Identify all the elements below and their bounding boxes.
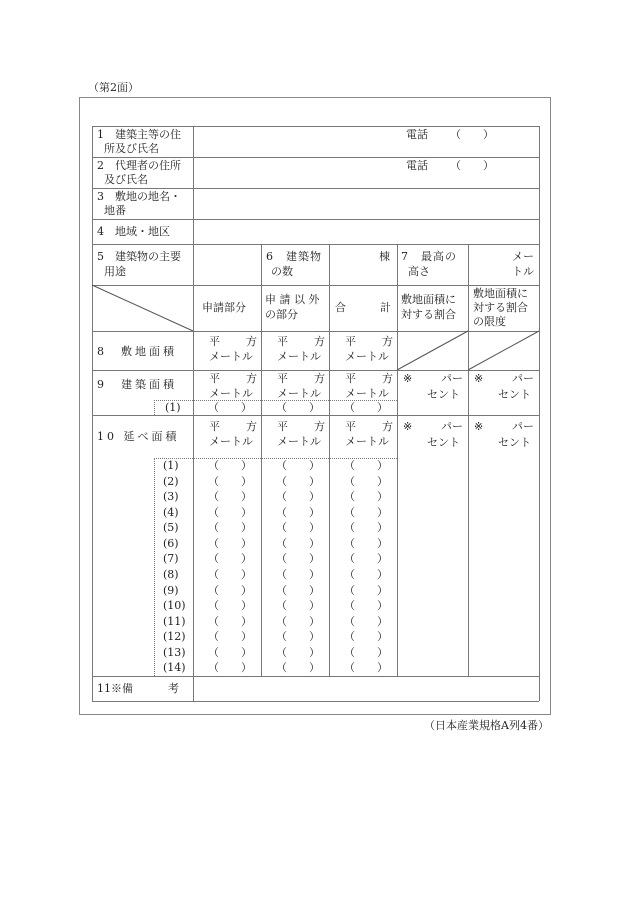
r10-sub-paren-11-0: （ ） (208, 630, 252, 643)
footer-standard: （日本産業規格A列4番） (424, 719, 549, 732)
r5-label-1: 5 建築物の主要 (97, 250, 181, 263)
r8-sqm-b-0: 方 (246, 335, 257, 348)
col-ratio-2: 対する割合 (401, 308, 456, 321)
r8-sqm-a-0: 平 (209, 335, 220, 348)
r10-sqm-c-2: メートル (345, 435, 389, 448)
r10-sub-label-0: (1) (163, 459, 179, 472)
col-other-2: の部分 (265, 308, 298, 321)
r10-sub-paren-0-2: （ ） (344, 459, 388, 472)
r10-sub-paren-7-1: （ ） (276, 568, 320, 581)
r8-sqm-a-1: 平 (277, 335, 288, 348)
r5-label-2: 用途 (104, 265, 126, 278)
r6-label-1: 6 建築物 (266, 250, 322, 263)
r10-pct-mark-0: ※ (403, 420, 413, 433)
r9-pct-mark-1: ※ (474, 372, 484, 385)
r10-sqm-b-0: 方 (246, 420, 257, 433)
r9-sqm-c-2: メートル (345, 387, 389, 400)
r10-sub-paren-8-2: （ ） (344, 584, 388, 597)
r10-sub-label-11: (12) (163, 630, 186, 643)
r7-label-1: 7 最高の (401, 250, 457, 263)
r10-sqm-c-0: メートル (209, 435, 253, 448)
r7-label-2: 高さ (408, 265, 430, 278)
r1-input[interactable] (194, 127, 538, 156)
r10-sub-paren-2-0: （ ） (208, 490, 252, 503)
r4-input[interactable] (194, 220, 538, 243)
r7-unit-2: トル (512, 265, 534, 278)
r8-sqm-b-2: 方 (382, 335, 393, 348)
r10-sub-paren-6-2: （ ） (344, 552, 388, 565)
r10-sub-label-1: (2) (163, 475, 179, 488)
r9-sqm-b-1: 方 (314, 372, 325, 385)
r10-sub-paren-11-1: （ ） (276, 630, 320, 643)
r9-label: 9 建築面積 (97, 378, 177, 391)
r1-label-2: 所及び氏名 (104, 142, 159, 155)
r9-sub-paren-1: （ ） (276, 401, 320, 414)
r10-sub-paren-0-0: （ ） (208, 459, 252, 472)
r10-sqm-b-2: 方 (382, 420, 393, 433)
col-ratio-1: 敷地面積に (401, 293, 456, 306)
r10-sub-paren-11-2: （ ） (344, 630, 388, 643)
r8-sqm-c-2: メートル (345, 350, 389, 363)
r10-sub-label-12: (13) (163, 646, 186, 659)
col-limit-1: 敷地面積に (473, 287, 528, 300)
r3-label-1: 3 敷地の地名・ (97, 190, 181, 203)
r10-sub-paren-5-1: （ ） (276, 537, 320, 550)
r11-label-b: 考 (168, 682, 179, 695)
r11-remarks-input[interactable] (194, 677, 538, 700)
r10-sub-paren-1-2: （ ） (344, 475, 388, 488)
r10-sub-paren-12-1: （ ） (276, 646, 320, 659)
r9-sqm-b-2: 方 (382, 372, 393, 385)
ratio-diagonal (397, 331, 468, 370)
r10-sub-paren-1-1: （ ） (276, 475, 320, 488)
r10-sub-paren-7-0: （ ） (208, 568, 252, 581)
r10-sub-paren-12-2: （ ） (344, 646, 388, 659)
r10-sub-label-2: (3) (163, 490, 179, 503)
r10-sub-paren-12-0: （ ） (208, 646, 252, 659)
r2-input[interactable] (194, 158, 538, 187)
r8-sqm-c-1: メートル (277, 350, 321, 363)
r10-sqm-a-2: 平 (345, 420, 356, 433)
r10-sub-label-9: (10) (163, 599, 186, 612)
r9-sqm-c-1: メートル (277, 387, 321, 400)
col-other-1: 申 請 以 外 (265, 293, 320, 306)
col-limit-2: 対する割合 (473, 301, 528, 314)
r8-label: 8 敷地面積 (97, 345, 177, 358)
r5-use-input[interactable] (194, 245, 260, 284)
r10-sub-paren-4-1: （ ） (276, 521, 320, 534)
r10-sub-paren-6-0: （ ） (208, 552, 252, 565)
r2-phone-label: 電話 (406, 159, 428, 172)
r6-label-2: の数 (271, 265, 293, 278)
r10-sub-paren-7-2: （ ） (344, 568, 388, 581)
r10-sub-paren-10-1: （ ） (276, 615, 320, 628)
r9-sqm-c-0: メートル (209, 387, 253, 400)
page-label: （第2面） (88, 81, 139, 94)
r10-sub-paren-2-1: （ ） (276, 490, 320, 503)
r9-pct-a-0: パー (441, 372, 463, 385)
r8-sqm-c-0: メートル (209, 350, 253, 363)
r10-pct-b-0: セント (427, 436, 460, 449)
r10-sub-paren-13-2: （ ） (344, 661, 388, 674)
r1-phone-parens: （ ） (450, 128, 494, 141)
r8-sqm-a-2: 平 (345, 335, 356, 348)
r9-sub-paren-2: （ ） (344, 401, 388, 414)
r10-sub-paren-5-2: （ ） (344, 537, 388, 550)
r10-sqm-c-1: メートル (277, 435, 321, 448)
r10-sub-paren-8-0: （ ） (208, 584, 252, 597)
r3-label-2: 地番 (104, 204, 126, 217)
r10-sub-paren-3-2: （ ） (344, 506, 388, 519)
r9-pct-b-1: セント (498, 388, 531, 401)
r10-label: 10 延べ面積 (97, 430, 180, 443)
r10-sub-paren-1-0: （ ） (208, 475, 252, 488)
r10-sub-label-6: (7) (163, 552, 179, 565)
r2-label-1: 2 代理者の住所 (97, 159, 181, 172)
r10-sub-label-3: (4) (163, 506, 179, 519)
r10-sub-label-7: (8) (163, 568, 179, 581)
r10-sub-paren-4-0: （ ） (208, 521, 252, 534)
r10-sub-paren-9-2: （ ） (344, 599, 388, 612)
r10-sub-paren-2-2: （ ） (344, 490, 388, 503)
r8-sqm-b-1: 方 (314, 335, 325, 348)
r10-sub-paren-3-0: （ ） (208, 506, 252, 519)
r10-sqm-b-1: 方 (314, 420, 325, 433)
r10-pct-b-1: セント (498, 436, 531, 449)
r6-unit: 棟 (379, 250, 390, 263)
r9-sqm-b-0: 方 (246, 372, 257, 385)
limit-diagonal (468, 331, 539, 370)
r10-sub-label-10: (11) (163, 615, 186, 628)
r2-label-2: 及び氏名 (104, 173, 148, 186)
r1-label-1: 1 建築主等の住 (97, 128, 181, 141)
r9-sqm-a-1: 平 (277, 372, 288, 385)
r10-sub-paren-4-2: （ ） (344, 521, 388, 534)
r9-pct-a-1: パー (512, 372, 534, 385)
r11-label-a: 11※備 (97, 682, 133, 695)
r10-sub-paren-3-1: （ ） (276, 506, 320, 519)
r10-sub-label-8: (9) (163, 584, 179, 597)
r10-pct-a-0: パー (441, 420, 463, 433)
r10-sub-paren-8-1: （ ） (276, 584, 320, 597)
r10-sub-paren-13-0: （ ） (208, 661, 252, 674)
col-total-b: 計 (380, 301, 391, 314)
r9-pct-b-0: セント (427, 388, 460, 401)
r10-sub-paren-5-0: （ ） (208, 537, 252, 550)
r10-sqm-a-1: 平 (277, 420, 288, 433)
col-limit-3: の限度 (473, 315, 506, 328)
r9-sqm-a-0: 平 (209, 372, 220, 385)
r9-sqm-a-2: 平 (345, 372, 356, 385)
header-diagonal (92, 285, 193, 331)
col-total-a: 合 (335, 301, 346, 314)
r1-phone-label: 電話 (406, 128, 428, 141)
r10-sub-label-13: (14) (163, 661, 186, 674)
col-applied: 申請部分 (202, 301, 246, 314)
r9-sub-paren-0: （ ） (208, 401, 252, 414)
r10-sqm-a-0: 平 (209, 420, 220, 433)
r3-input[interactable] (194, 189, 538, 218)
r10-sub-paren-0-1: （ ） (276, 459, 320, 472)
r9-pct-mark-0: ※ (403, 372, 413, 385)
r10-sub-paren-10-0: （ ） (208, 615, 252, 628)
r10-pct-mark-1: ※ (474, 420, 484, 433)
r9-sub-label-0: (1) (165, 401, 181, 414)
r7-unit-1: メー (512, 250, 534, 263)
r10-sub-paren-13-1: （ ） (276, 661, 320, 674)
r10-sub-label-5: (6) (163, 537, 179, 550)
r4-label: 4 地域・地区 (97, 225, 170, 238)
r10-sub-paren-6-1: （ ） (276, 552, 320, 565)
r10-sub-paren-9-0: （ ） (208, 599, 252, 612)
r10-pct-a-1: パー (512, 420, 534, 433)
r10-sub-paren-10-2: （ ） (344, 615, 388, 628)
r2-phone-parens: （ ） (450, 159, 494, 172)
r10-sub-paren-9-1: （ ） (276, 599, 320, 612)
r10-sub-label-4: (5) (163, 521, 179, 534)
